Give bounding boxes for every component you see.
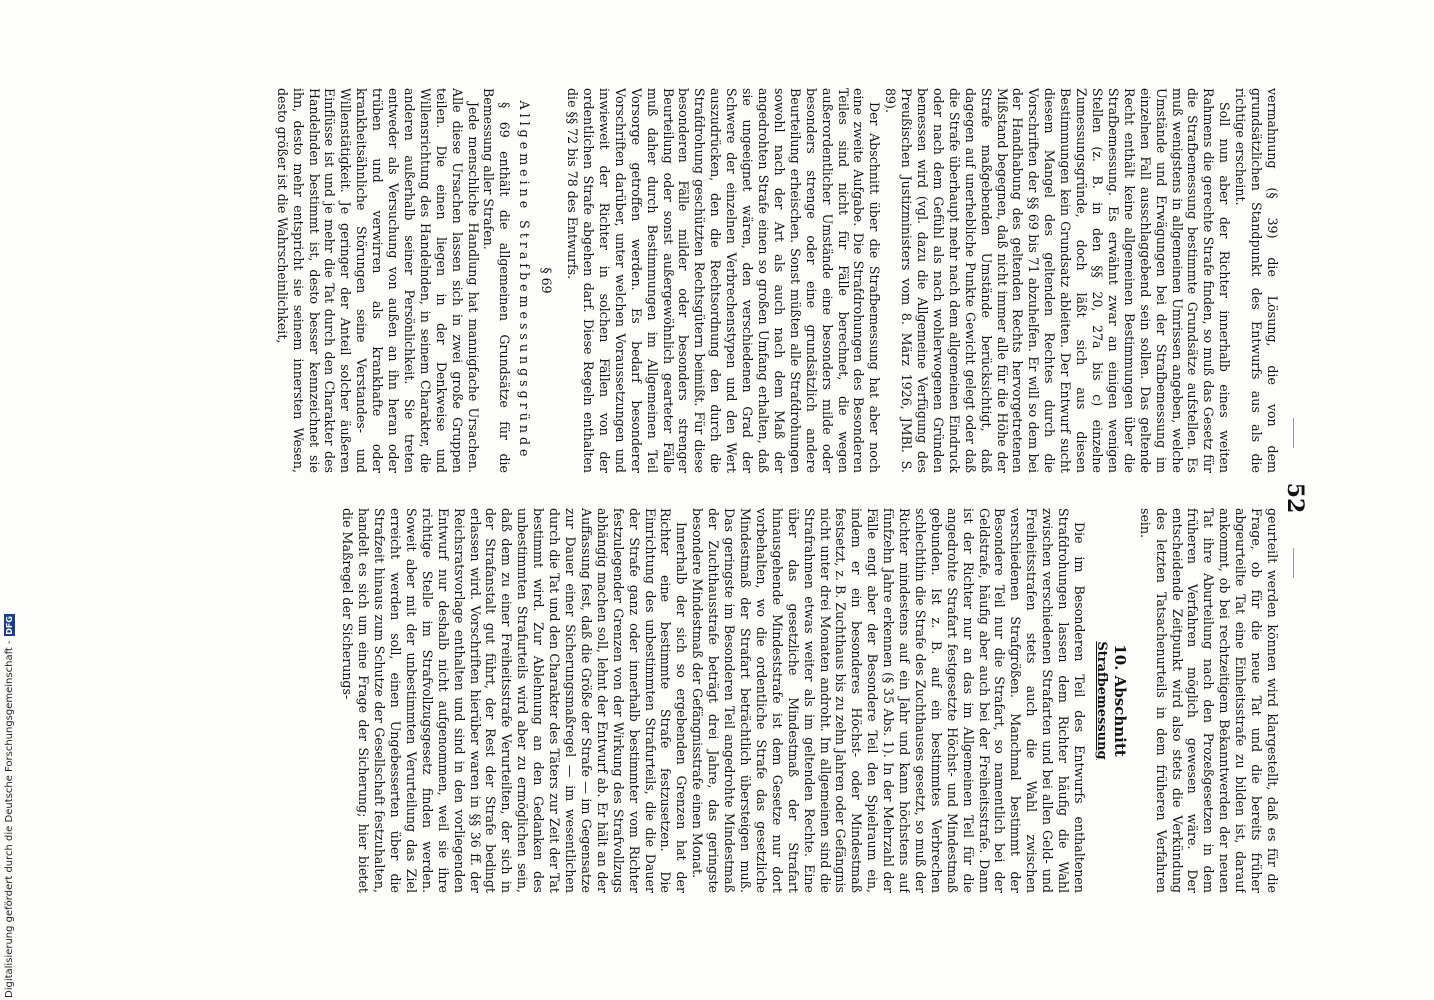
digitization-credit (2, 378, 16, 998)
chapter-heading: 10. Abschnitt (1110, 644, 1129, 757)
rotated-page-content (128, 88, 1308, 908)
right-paragraph-2: Die im Besonderen Teil des Entwurfs enthaltenen Strafdrohungen lassen dem Richter häufig die Wahl zwischen verschiedenen Strafarten und bei allen Geld- und Freiheitsstrafen stets auch die Wahl zwischen verschiedenen Strafgrößen. Manchmal bestimmt der Besondere Teil nur die Strafart, so namentlich bei der Geldstrafe, häufig aber auch bei der Freiheitsstrafe. Dann ist der Richter nur an das im Allgemeinen Teil für die angedrohte Strafart festgesetzte Höchst- und Mindestmaß gebunden. Ist z. B. auf ein bestimmtes Verbrechen schlechthin die Strafe des Zuchthauses gesetzt, so muß der Richter mindestens auf ein Jahr und kann höchstens auf fünfzehn Jahre erkennen (§ 35 Abs. 1). In der Mehrzahl der Fälle engt aber der Besondere Teil den Spielraum ein, indem er ein besonderes Höchst- oder Mindestmaß festsetzt, z. B. Zuchthaus bis zu zehn Jahren oder Gefängnis nicht unter drei Monaten androht. Im allgemeinen sind die Strafrahmen etwas weiter als im geltenden Rechte. Eine über das gesetzliche Mindestmaß der Strafart hinausgehende Mindeststrafe ist dem Gesetze nur dort vorbehalten, wo die ordentliche Strafe das gesetzliche Mindestmaß der Strafart beträchtlich übersteigen muß. Das geringste im Besonderen Teil angedrohte Mindestmaß der Zuchthausstrafe beträgt drei Jahre, das geringste besondere Mindestmaß der Gefängnisstrafe einen Monat. (690, 508, 1088, 893)
right-paragraph-3: Innerhalb der sich so ergebenden Grenzen hat der Richter eine bestimmte Strafe festzusetzen. Die Einrichtung des unbestimmten Strafurteils, die die Dauer der Strafe ganz oder innerhalb bestimmter vom Richter festzulegender Grenzen von der Wirkung des Strafvollzugs abhängig machen soll, lehnt der Entwurf ab. Er hält an der Auffassung fest, daß die Größe der Strafe — im Gegensatze zur Dauer einer Sicherungsmaßregel — im wesentlichen durch die Tat und den Charakter des Täters zur Zeit der Tat bestimmt wird. Zur Ablehnung an den Gedanken des unbestimmten Strafurteils wird aber zu ermöglichen sein, daß dem zu einer Freiheitsstrafe Verurteilten, der sich in der Strafanstalt gut führt, der Rest der Strafe bedingt erlassen wird. Vorschriften hierüber waren in §§ 36 ff. der Reichsratsvorlage enthalten und sind in den vorliegenden Entwurf nur deshalb nicht aufgenommen, weil sie ihre richtige Stelle im Strafvollzugsgesetz finden werden. Soweit aber mit der unbestimmten Verurteilung das Ziel erreicht werden soll, einen Ungebesserten über die Strafzeit hinaus zum Schutze der Gesellschaft festzuhalten, handelt es sich um eine Frage der Sicherung; hier bietet die Maßregel der Sicherungs- (340, 508, 690, 893)
chapter-subheading: Strafbemessung (1093, 641, 1109, 760)
section-mark: § 69 (539, 267, 555, 294)
left-paragraph-5: Jede menschliche Handlung hat mannigfache Ursachen. Alle diese Ursachen lassen sich in zwei große Gruppen teilen. Die einen liegen in der Denkweise und Willensrichtung des Handelnden, in seinem Charakter, die anderen außerhalb seiner Persönlichkeit. Sie treten entweder als Versuchung von außen an ihn heran oder trüben und verwirren als krankhafte oder krankheitsähnliche Störungen seine Verstandes- und Willenstätigkeit. Je geringer der Anteil solcher äußeren Einflüsse ist und je mehr die Tat durch den Charakter des Handelnden bestimmt ist, desto besser kennzeichnet sie ihn, desto mehr entspricht sie seinem innersten Wesen, desto größer ist die Wahrscheinlichkeit, (274, 88, 481, 473)
credit-text: Digitalisierung gefördert durch die Deutsche Forschungsgemeinschaft - (3, 640, 15, 998)
right-column (130, 508, 1280, 893)
left-column (130, 88, 1280, 473)
dfg-logo-icon: DFG (4, 616, 14, 635)
left-paragraph-2: Soll nun aber der Richter innerhalb eines weiten Rahmens die gerechte Strafe finden, so muß das Gesetz für die Strafbemessung bestimmte Grundsätze aufstellen. Es muß wenigstens in allgemeinen Umrissen angeben, welche Umstände und Erwägungen bei der Strafbemessung im einzelnen Fall ausschlaggebend sein sollen. Das geltende Recht enthält keine allgemeinen Bestimmungen über die Strafbemessung. Es erwähnt zwar an einigen wenigen Stellen (z. B. in den §§ 20, 27a bis c) einzelne Zumessungsgründe, doch läßt sich aus diesen Bestimmungen kein Grundsatz ableiten. Der Entwurf sucht diesem Mangel des geltenden Rechtes durch die Vorschriften der §§ 69 bis 71 abzuhelfen. Er will so dem bei der Handhabung des geltenden Rechts hervorgetretenen Mißstand begegnen, daß nicht immer alle für die Höhe der Strafe maßgebenden Umstände berücksichtigt, daß dagegen auf unerhebliche Punkte Gewicht gelegt oder daß die Strafe überhaupt mehr nach dem allgemeinen Eindruck oder nach dem Gefühl als nach wohlerwogenen Gründen bemessen wird (vgl. dazu die Allgemeine Verfügung des Preußischen Justizministers vom 8. März 1926, JMBl. S. 89). (883, 88, 1233, 473)
header-dash-right (1293, 548, 1294, 578)
section-title: Allgemeine Strafbemessungsgründe (517, 100, 533, 461)
page-number: 52 (1282, 482, 1308, 514)
right-top-paragraph: geurteilt werden können wird klargestellt, daß es für die Frage, ob für die neue Tat und die bereits früher abgeurteilte Tat eine Einheitsstrafe zu bilden ist, darauf ankommt, ob bei rechtzeitigem Bekanntwerden der neuen Tat ihre Aburteilung nach den Prozeßgesetzen in dem früheren Verfahren möglich gewesen wäre. Der entscheidende Zeitpunkt wird also stets die Verkündung des letzten Tatsachenurteils in dem früheren Verfahren sein. (1137, 508, 1280, 893)
header-dash-left (1293, 418, 1294, 448)
left-paragraph-3: Der Abschnitt über die Strafbemessung hat aber noch eine zweite Aufgabe. Die Strafdrohungen des Besonderen Teiles sind nicht für Fälle berechnet, die wegen außerordentlicher Umstände eine besonders milde oder besonders strenge oder eine grundsätzlich andere Beurteilung erheischen. Sonst müßten alle Strafdrohungen sowohl nach der Art als auch nach dem Maß der angedrohten Strafe einen so großen Umfang erhalten, daß sie ungeeignet wären, den verschiedenen Grad der Schwere der einzelnen Verbrechenstypen und den Wert auszudrücken, den die Rechtsordnung den durch die Strafdrohung geschützten Rechtsgütern beimißt. Für diese besonderen Fälle milder oder besonders strenger Beurteilung oder sonst außergewöhnlich gearteter Fälle muß daher durch Bestimmungen im Allgemeinen Teil Vorsorge getroffen werden. Es bedarf besonderer Vorschriften darüber, unter welchen Voraussetzungen und inwieweit der Richter in solchen Fällen von der ordentlichen Strafe abgehen darf. Diese Regeln enthalten die §§ 72 bis 78 des Entwurfs. (565, 88, 883, 473)
left-paragraph-4: § 69 enthält die allgemeinen Grundsätze für die Bemessung aller Strafen. (481, 88, 513, 473)
left-top-paragraph: vermahnung (§ 39) die Lösung, die von dem grundsätzlichen Standpunkt des Entwurfs aus als die richtige erscheint. (1233, 88, 1280, 473)
